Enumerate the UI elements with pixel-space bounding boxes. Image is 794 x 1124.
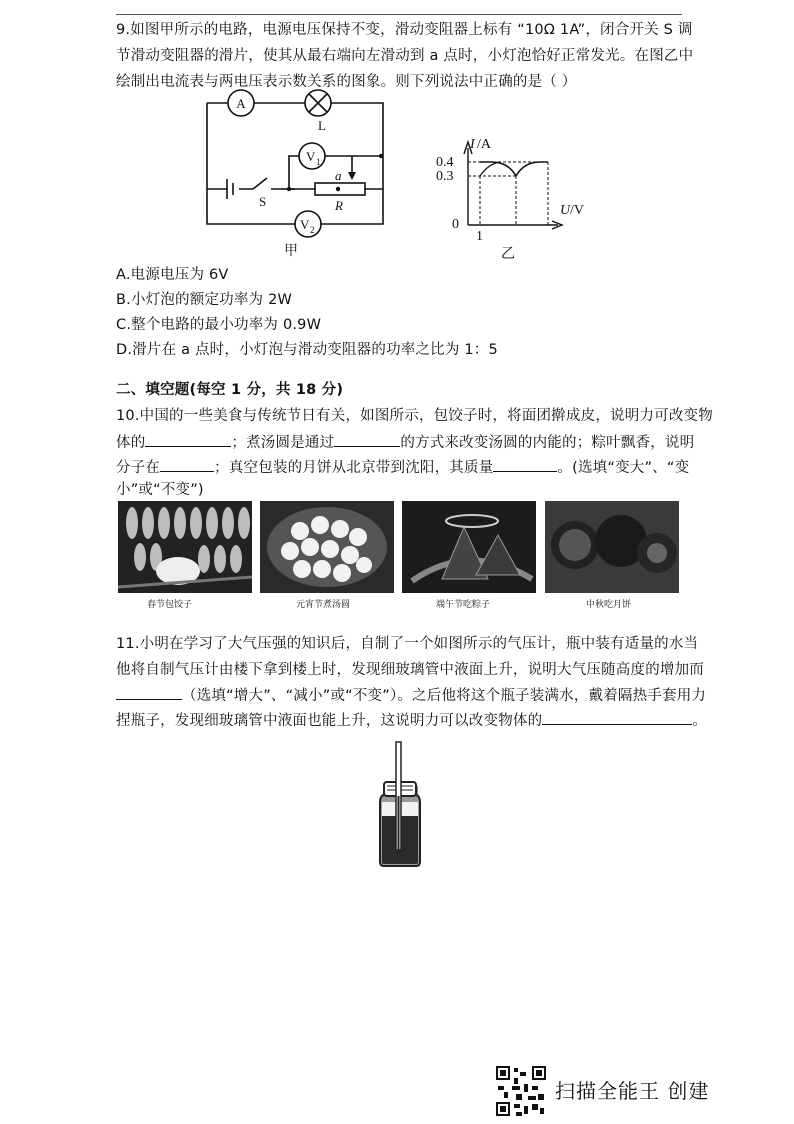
q10-blank-3[interactable] xyxy=(160,457,214,472)
scanner-watermark: 扫描全能王 创建 xyxy=(555,1079,710,1103)
q11-line-4 xyxy=(116,710,707,731)
photo-zongzi xyxy=(402,501,536,593)
q10-line-4: 小”或“不变”) xyxy=(116,482,204,498)
photo-mooncake xyxy=(545,501,679,593)
q11-l4-end: 。 xyxy=(692,713,708,729)
graph-tick-y-04: 0.4 xyxy=(436,155,454,170)
q10-l2-part-b: ；煮汤圆是通过 xyxy=(231,435,335,451)
q9-option-c: C.整个电路的最小功率为 0.9W xyxy=(116,317,322,333)
q11-line-3 xyxy=(116,685,706,706)
caption-dumplings: 春节包饺子 xyxy=(147,600,193,610)
v2-subscript: 2 xyxy=(310,225,315,235)
q10-line-2 xyxy=(116,432,694,453)
q10-l2-part-a: 体的 xyxy=(116,435,146,451)
graph-x-unit: /V xyxy=(570,203,584,218)
q11-line-1: 11.小明在学习了大气压强的知识后，自制了一个如图所示的气压计，瓶中装有适量的水当 xyxy=(116,636,699,652)
q10-l3-part-a: 分子在 xyxy=(116,460,161,476)
lamp-label: L xyxy=(318,118,326,133)
q11-l4-text: 捏瓶子，发现细玻璃管中液面也能上升，这说明力可以改变物体的 xyxy=(116,713,543,729)
graph-origin: 0 xyxy=(452,217,459,232)
photo-tangyuan xyxy=(260,501,394,593)
v1-label: V xyxy=(306,149,316,164)
q9-option-d: D.滑片在 a 点时，小灯泡与滑动变阻器的功率之比为 1：5 xyxy=(116,342,498,358)
q10-line-3 xyxy=(116,457,689,478)
q9-line-1: 9.如图甲所示的电路，电源电压保持不变，滑动变阻器上标有 “10Ω 1A”，闭合开关 S 调 xyxy=(116,22,693,38)
top-rule xyxy=(116,14,682,15)
iu-graph xyxy=(430,130,600,262)
q10-l3-part-b: ；真空包装的月饼从北京带到沈阳，其质量 xyxy=(214,460,494,476)
rheostat-label: R xyxy=(335,198,343,213)
qr-code-icon xyxy=(496,1066,546,1116)
q10-l3-part-c: 。(选填“变大”、“变 xyxy=(557,460,690,476)
switch-label: S xyxy=(259,194,267,209)
graph-tick-x-1: 1 xyxy=(476,229,483,244)
q9-line-3: 绘制出电流表与两电压表示数关系的图象。则下列说法中正确的是（ ） xyxy=(116,74,577,90)
q10-blank-4[interactable] xyxy=(493,457,557,472)
circuit-caption: 甲 xyxy=(284,243,298,258)
graph-y-unit: /A xyxy=(477,137,491,152)
q11-line-2: 他将自制气压计由楼下拿到楼上时，发现细玻璃管中液面上升，说明大气压随高度的增加而 xyxy=(116,662,704,678)
q10-blank-1[interactable] xyxy=(145,432,231,447)
ammeter-label: A xyxy=(236,96,246,111)
caption-mooncake: 中秋吃月饼 xyxy=(586,600,632,610)
q11-blank-2[interactable] xyxy=(542,710,692,725)
q11-blank-1[interactable] xyxy=(116,685,182,700)
graph-caption: 乙 xyxy=(501,246,515,262)
v2-label: V xyxy=(300,217,310,232)
q9-option-b: B.小灯泡的额定功率为 2W xyxy=(116,292,293,308)
caption-zongzi: 端午节吃粽子 xyxy=(436,600,491,610)
q10-line-1: 10.中国的一些美食与传统节日有关，如图所示，包饺子时，将面团擀成皮，说明力可改变物 xyxy=(116,408,713,424)
barometer-bottle-figure xyxy=(360,738,440,870)
graph-tick-y-03: 0.3 xyxy=(436,169,454,184)
q9-option-a: A.电源电压为 6V xyxy=(116,267,229,283)
graph-x-var: U xyxy=(560,203,571,218)
caption-tangyuan: 元宵节煮汤圆 xyxy=(296,600,351,610)
section-heading: 二、填空题(每空 1 分，共 18 分) xyxy=(116,382,344,398)
q10-l2-part-c: 的方式来改变汤圆的内能的；粽叶飘香，说明 xyxy=(400,435,695,451)
graph-y-var: I xyxy=(470,137,475,152)
circuit-diagram xyxy=(195,88,415,258)
slider-point-label: a xyxy=(335,168,342,183)
q11-l3-text: （选填“增大”、“减小”或“不变”）。之后他将这个瓶子装满水，戴着隔热手套用力 xyxy=(182,688,707,704)
photo-dumplings xyxy=(118,501,252,593)
v1-subscript: 1 xyxy=(316,157,321,167)
q9-line-2: 节滑动变阻器的滑片，使其从最右端向左滑动到 a 点时，小灯泡恰好正常发光。在图乙中 xyxy=(116,48,694,64)
q10-blank-2[interactable] xyxy=(334,432,400,447)
